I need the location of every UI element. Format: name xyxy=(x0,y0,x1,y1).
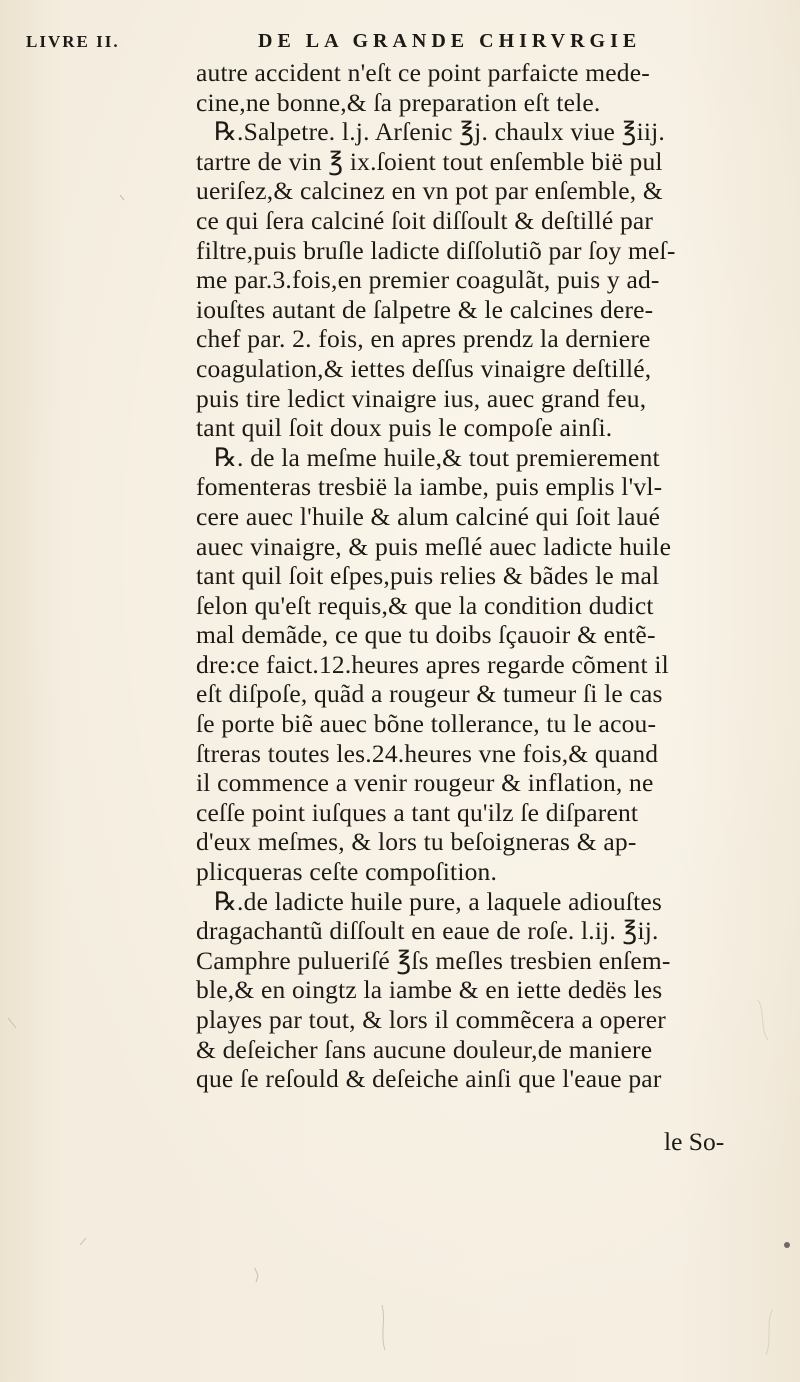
text-line: d'eux meſmes, & lors tu beſoigneras & ap- xyxy=(196,827,637,857)
text-line: plicqueras ceſte compoſition. xyxy=(196,857,498,887)
running-head xyxy=(0,30,800,60)
text-line: ſtreras toutes les.24.heures vne fois,& quand xyxy=(196,738,659,768)
running-head-title: DE LA GRANDE CHIRVRGIE xyxy=(258,30,642,52)
text-line: playes par tout, & lors il commẽcera a operer xyxy=(196,1005,666,1034)
text-line: dragachantũ diſſoult en eaue de roſe. l.ij. ℥ij. xyxy=(196,916,659,946)
text-line: dre:ce faict.12.heures apres regarde cõment il xyxy=(196,649,669,679)
text-line: autre accident n'eſt ce point parfaicte mede- xyxy=(196,58,650,87)
text-line: ℞. de la meſme huile,& tout premierement xyxy=(214,442,660,472)
text-line: cere auec l'huile & alum calciné qui ſoit laué xyxy=(196,501,661,531)
text-line: puis tire ledict vinaigre ius, auec grand feu, xyxy=(196,383,647,413)
text-line: filtre,puis bruſle ladicte diſſolutiõ par ſoy meſ- xyxy=(196,235,676,265)
text-line: eſt diſpoſe, quãd a rougeur & tumeur ſi le cas xyxy=(196,679,663,709)
text-line: Camphre pulueriſé ℥ſs meſles tresbien enſem- xyxy=(196,945,671,975)
text-line: tartre de vin ℥ ix.ſoient tout enſemble bië pul xyxy=(196,146,663,176)
text-line: iouſtes autant de ſalpetre & le calcines dere- xyxy=(196,294,654,324)
text-line: ℞.de ladicte huile pure, a laquele adiouſtes xyxy=(214,886,662,916)
catchword: le So- xyxy=(664,1127,725,1156)
text-line: coagulation,& iettes deſſus vinaigre deſtillé, xyxy=(196,353,652,383)
text-line: ſelon qu'eſt requis,& que la condition dudict xyxy=(196,590,654,620)
text-line: & deſeicher ſans aucune douleur,de maniere xyxy=(196,1034,653,1064)
text-line: ſe porte biẽ auec bõne tollerance, tu le acou- xyxy=(196,709,657,739)
text-line: tant quil ſoit doux puis le compoſe ainſi. xyxy=(196,413,613,443)
text-line: ℞.Salpetre. l.j. Arſenic ℥j. chaulx viue ℥iij. xyxy=(214,117,666,147)
text-line: ble,& en oingtz la iambe & en iette dedës les xyxy=(196,975,663,1005)
running-head-book-number: LIVRE II. xyxy=(26,32,120,51)
body-text xyxy=(196,58,766,1094)
text-line: ceſſe point iuſques a tant qu'ilz ſe diſparent xyxy=(196,797,639,827)
text-line: mal demãde, ce que tu doibs ſçauoir & entẽ- xyxy=(196,620,656,650)
text-line: me par.3.fois,en premier coagulãt, puis y ad- xyxy=(196,265,660,295)
text-line: auec vinaigre, & puis meſlé auec ladicte huile xyxy=(196,531,672,561)
text-line: chef par. 2. fois, en apres prendz la derniere xyxy=(196,324,651,354)
text-line: il commence a venir rougeur & inflation, ne xyxy=(196,768,654,798)
text-line: cine,ne bonne,& ſa preparation eſt tele. xyxy=(196,87,601,117)
text-line: ueriſez,& calcinez en vn pot par enſemble, & xyxy=(196,176,663,206)
text-line: que ſe reſould & deſeiche ainſi que l'eaue par xyxy=(196,1064,662,1094)
text-line: tant quil ſoit eſpes,puis relies & bãdes le mal xyxy=(196,561,660,591)
text-line: ce qui ſera calciné ſoit diſſoult & deſtillé par xyxy=(196,205,654,235)
text-line: fomenteras tresbië la iambe, puis emplis l'vl- xyxy=(196,472,663,502)
